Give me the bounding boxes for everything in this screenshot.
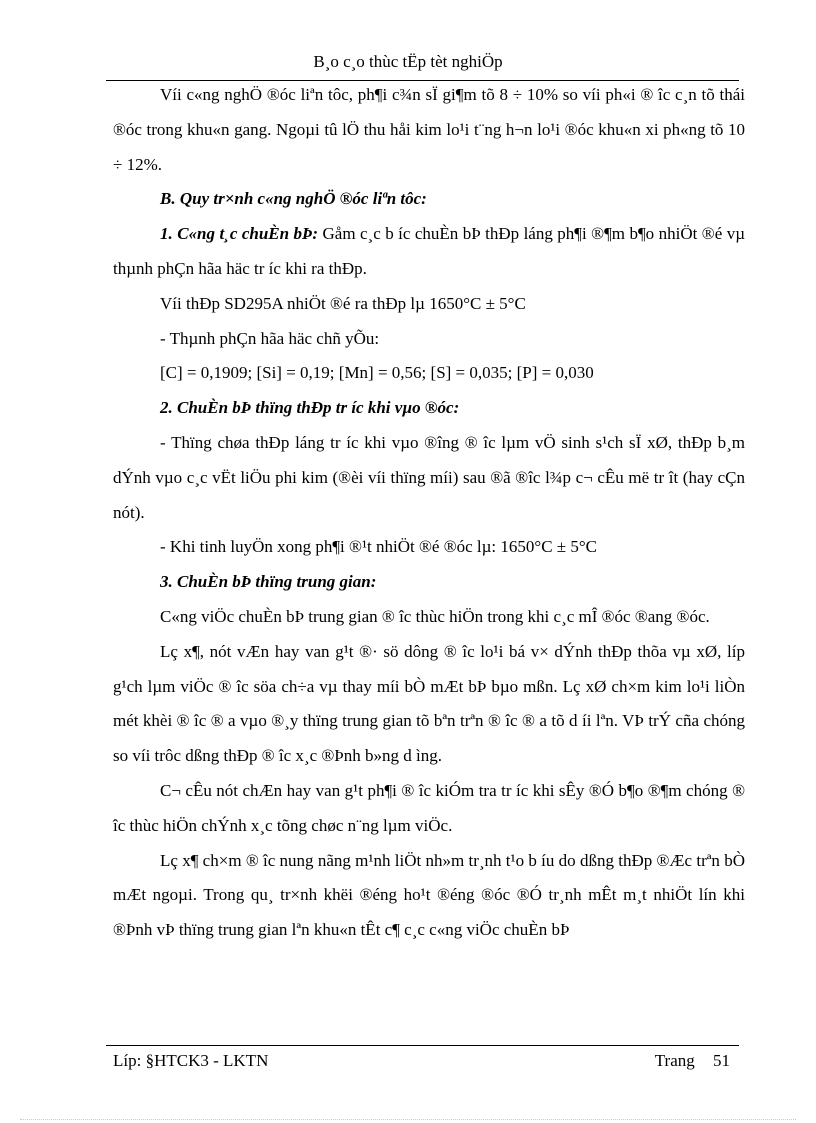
paragraph-refining-temperature: - Khi tinh luyÖn xong ph¶i ®¹t nhiÖt ®é ®óc lµ: 1650°C ± 5°C [160,537,598,557]
page-bottom-edge [20,1119,796,1120]
subheading-2: 2. ChuÈn bÞ thïng thÐp tr íc khi vµo ®óc: [160,398,460,418]
paragraph-nozzle-heating: Lç x¶ ch×m ® îc nung nãng m¹nh liÖt nh»m tr¸nh t¹o b íu do dßng thÐp ®Æc trªn bÒ mÆt ngoµi. Trong qu¸ tr×nh khëi ®éng ho¹t ®éng ®óc ®Ó tr¸nh mÊt m¸t nhiÖt lín khi ®Þnh vÞ thïng trung gian lªn khu«n tÊt c¶ c¸c c«ng viÖc chuÈn bÞ [113,850,745,940]
paragraph-nozzle-replacement: Lç x¶, nót vÆn hay van g¹t ®· sö dông ® îc lo¹i bá v× dÝnh thÐp thõa vµ xØ, líp g¹ch lµm viÖc ® îc söa ch÷a vµ thay míi bÒ mÆt bÞ bµo mßn. Lç xØ ch×m kim lo¹i liÒn mét khèi ® îc ® a vµo ®¸y thïng trung gian tõ bªn trªn ® îc ® a tõ d íi lªn. VÞ trÝ cña chóng so víi trôc dßng thÐp ® îc x¸c ®Þnh b»ng d ìng. [113,641,745,766]
paragraph-stopper-check: C¬ cÊu nót chÆn hay van g¹t ph¶i ® îc kiÓm tra tr íc khi sÊy ®Ó b¶o ®¶m chóng ® îc thùc hiÖn chÝnh x¸c tõng chøc n¨ng lµm viÖc. [113,780,745,835]
paragraph-composition-intro: - Thµnh phÇn hãa häc chñ yÕu: [160,328,380,348]
footer-class-label: Líp: §HTCK3 - LKTN [113,1051,269,1070]
footer-page-number: Trang 51 [654,1051,730,1070]
section-heading-b: B. Quy tr×nh c«ng nghÖ ®óc liªn tôc: [160,189,427,209]
paragraph-intro: Víi c«ng nghÖ ®óc liªn tôc, ph¶i c¾n sÏ gi¶m tõ 8 ÷ 10% so víi ph«i ® îc c¸n tõ thái ®óc trong khu«n gang. Ngoµi tû lÖ thu håi kim lo¹i t¨ng h¬n lo¹i ®óc khu«n xi ph«ng tõ 10 ÷ 12%. [113,85,745,174]
paragraph-ladle-cleaning: - Thïng chøa thÐp láng tr íc khi vµo ®îng ® îc lµm vÖ sinh s¹ch sÏ xØ, thÐp b¸m dÝnh vµo c¸c vËt liÖu phi kim (®èi víi thïng míi) sau ®ã ®îc l¾p c¬ cÊu më tr ît (hay cÇn nót). [113,432,745,522]
paragraph-preparation [113,217,745,287]
paragraph-composition-values: [C] = 0,1909; [Si] = 0,19; [Mn] = 0,56; [S] = 0,035; [P] = 0,030 [160,363,594,383]
subheading-3: 3. ChuÈn bÞ thïng trung gian: [160,572,377,592]
subheading-1: 1. C«ng t¸c chuÈn bÞ: [160,224,319,244]
paragraph-tundish-prep: C«ng viÖc chuÈn bÞ trung gian ® îc thùc hiÖn trong khi c¸c mÎ ®óc ®ang ®óc. [160,606,710,626]
document-body [113,78,745,948]
paragraph-preparation-text: Gåm c¸c b íc chuÈn bÞ thÐp láng ph¶i ®¶m b¶o nhiÖt ®é vµ thµnh phÇn hãa häc tr íc khi ra thÐp. [113,224,745,278]
footer-divider [106,1045,739,1046]
paragraph-temperature: Víi thÐp SD295A nhiÖt ®é ra thÐp lµ 1650°C ± 5°C [160,293,526,313]
page-header-title: B¸o c¸o thùc tËp tèt nghiÖp [313,52,503,71]
